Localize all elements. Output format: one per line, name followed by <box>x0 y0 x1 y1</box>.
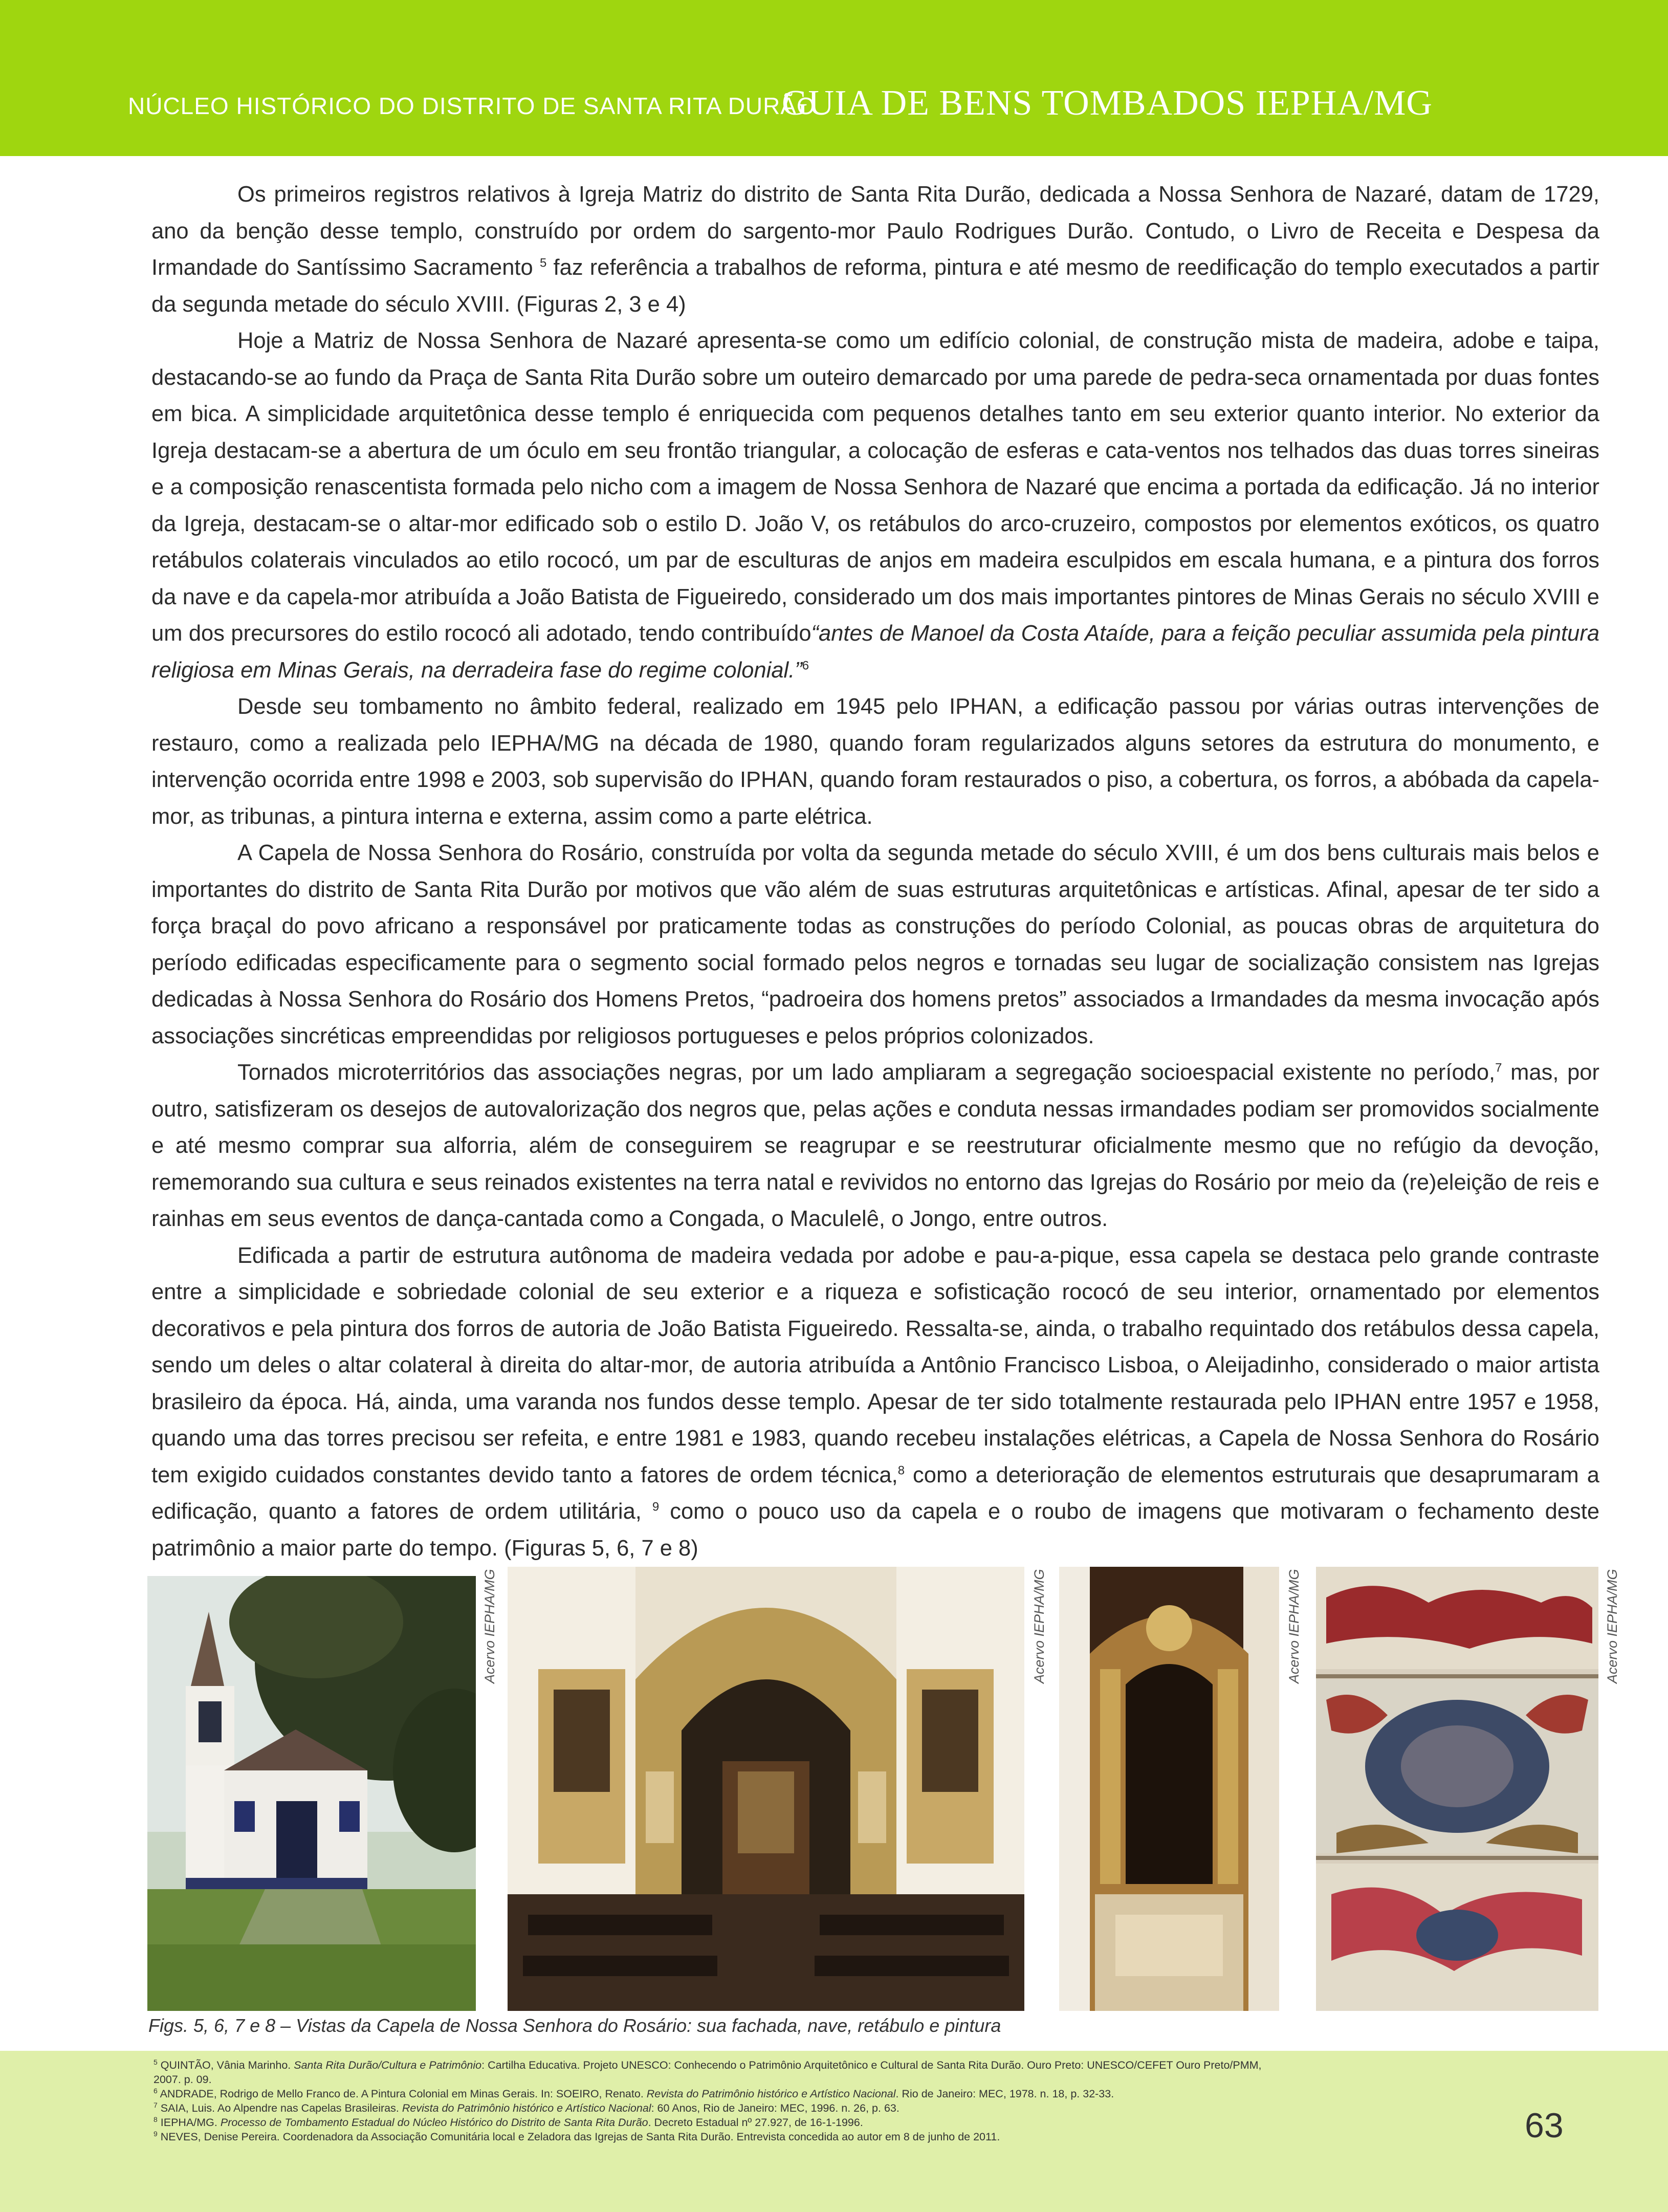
footnote-ref-5: 5 <box>539 256 547 270</box>
paragraph-3: Desde seu tombamento no âmbito federal, realizado em 1945 pelo IPHAN, a edificação passou por várias outras intervenções de restauro, como a realizada pelo IEPHA/MG na década de 1980, quando foram regularizados alguns setores da estrutura do monumento, e intervenção ocorrida entre 1998 e 2003, sob supervisão do IPHAN, quando foram restaurados o piso, a cobertura, os forros, a abóbada da capela-mor, as tribunas, a pintura interna e externa, assim como a parte elétrica. <box>151 694 1599 829</box>
figure-chapel-nave <box>508 1567 1024 2011</box>
paragraph-5-text-a: Tornados microterritórios das associações negras, por um lado ampliaram a segregação socioespacial existente no período, <box>237 1060 1496 1085</box>
paragraph-1 <box>151 177 1599 323</box>
footnote-6-title: Revista do Patrimônio histórico e Artístico Nacional <box>646 2088 896 2100</box>
paragraph-2-quote: “antes de Manoel da Costa Ataíde, para a feição peculiar assumida pela pintura religiosa em Minas Gerais, na derradeira fase do regime colonial.” <box>151 621 1600 683</box>
footnote-5-text-a: QUINTÃO, Vânia Marinho. <box>157 2059 294 2071</box>
footnote-5-text-b: : Cartilha Educativa. Projeto UNESCO: Conhecendo o Patrimônio Arquitetônico e Cultural de Santa Rita Durão. Ouro Preto: UNESCO/CEFET Ouro Preto/PMM, <box>481 2059 1262 2071</box>
footnote-ref-6: 6 <box>802 659 809 672</box>
footnote-9 <box>153 2130 1494 2144</box>
footnotes <box>153 2058 1494 2144</box>
footnote-7-title: Revista do Patrimônio histórico e Artístico Nacional <box>402 2102 651 2114</box>
footnote-8 <box>153 2115 1494 2130</box>
figure-chapel-ceiling-paintings <box>1316 1567 1598 2011</box>
footnote-7 <box>153 2101 1494 2115</box>
footnote-6-text-a: ANDRADE, Rodrigo de Mello Franco de. A Pintura Colonial em Minas Gerais. In: SOEIRO, Renato. <box>157 2088 647 2100</box>
footnote-ref-8: 8 <box>897 1463 905 1477</box>
page-header <box>0 0 1668 156</box>
paragraph-2-text: Hoje a Matriz de Nossa Senhora de Nazaré apresenta-se como um edifício colonial, de construção mista de madeira, adobe e taipa, destacando-se ao fundo da Praça de Santa Rita Durão sobre um outeiro demarcado por uma parede de pedra-seca ornamentada por duas fontes em bica. A simplicidade arquitetônica desse templo é enriquecida com pequenos detalhes tanto em seu exterior quanto interior. No exterior da Igreja destacam-se a abertura de um óculo em seu frontão triangular, a colocação de esferas e cata-ventos nos telhados das duas torres sineiras e a composição renascentista formada pelo nicho com a imagem de Nossa Senhora de Nazaré que encima a portada da edificação. Já no interior da Igreja, destacam-se o altar-mor edificado sob o estilo D. João V, os retábulos do arco-cruzeiro, compostos por elementos exóticos, os quatro retábulos colaterais vinculados ao etilo rococó, um par de esculturas de anjos em madeira esculpidos em escala humana, e a pintura dos forros da nave e da capela-mor atribuída a João Batista de Figueiredo, considerado um dos mais importantes pintores de Minas Gerais no século XVIII e um dos precursores do estilo rococó ali adotado, tendo contribuído <box>151 328 1599 646</box>
footnote-6 <box>153 2087 1494 2101</box>
paragraph-6-text-c: como o pouco uso da capela e o roubo de imagens que motivaram o fechamento deste patrimônio a maior parte do tempo. (Figuras 5, 6, 7 e 8) <box>151 1499 1600 1561</box>
paragraph-5 <box>151 1055 1599 1238</box>
footnote-5-continued: 2007. p. 09. <box>153 2073 212 2086</box>
paragraph-6 <box>151 1238 1599 1567</box>
figure-chapel-retable <box>1059 1567 1279 2011</box>
header-section-title: NÚCLEO HISTÓRICO DO DISTRITO DE SANTA RITA DURÃO <box>128 93 816 119</box>
footnote-5-title: Santa Rita Durão/Cultura e Patrimônio <box>294 2059 482 2071</box>
paragraph-1-text-a: Os primeiros registros relativos à Igreja Matriz do distrito de Santa Rita Durão, dedicada a Nossa Senhora de Nazaré, datam de 1729, ano da benção desse templo, construído por ordem do sargento-mor Paulo Rodrigues Durão. Contudo, o Livro de Receita e Despesa da Irmandade do Santíssimo Sacramento <box>151 182 1599 280</box>
footnote-ref-9: 9 <box>652 1500 660 1514</box>
footnote-6-number: 6 <box>153 2086 158 2095</box>
footnote-7-text-a: SAIA, Luis. Ao Alpendre nas Capelas Brasileiras. <box>157 2102 402 2114</box>
footnote-7-number: 7 <box>153 2100 158 2109</box>
paragraph-4: A Capela de Nossa Senhora do Rosário, construída por volta da segunda metade do século XVIII, é um dos bens culturais mais belos e importantes do distrito de Santa Rita Durão por motivos que vão além de suas estruturas arquitetônicas e artísticas. Afinal, apesar de ter sido a força braçal do povo africano a responsável por praticamente todas as construções do período Colonial, as poucas obras de arquitetura do período edificadas especificamente para o segmento social formado pelos negros e tornadas seu lugar de socialização consistem nas Igrejas dedicadas à Nossa Senhora do Rosário dos Homens Pretos, “padroeira dos homens pretos” associados a Irmandades da mesma invocação após associações sincréticas empreendidas por religiosos portugueses e pelos próprios colonizados. <box>151 841 1599 1048</box>
photo-credit-4: Acervo IEPHA/MG <box>1605 1569 1620 1683</box>
paragraph-5-text-b: mas, por outro, satisfizeram os desejos de autovalorização dos negros que, pelas ações e conduta nessas irmandades podiam ser promovidos socialmente e até mesmo comprar sua alforria, além de conseguirem se reagrupar e se reestruturar oficialmente mesmo que no refúgio da devoção, rememorando sua cultura e seus reinados existentes na terra natal e revividos no entorno das Igrejas do Rosário por meio da (re)eleição de reis e rainhas em seus eventos de dança-cantada como a Congada, o Maculelê, o Jongo, entre outros. <box>151 1060 1599 1231</box>
footnote-8-text-b: . Decreto Estadual nº 27.927, de 16-1-1996. <box>648 2116 863 2129</box>
footnote-9-number: 9 <box>153 2129 158 2138</box>
figure-chapel-facade <box>147 1576 476 2011</box>
header-guide-title: GUIA DE BENS TOMBADOS IEPHA/MG <box>782 83 1433 123</box>
footnote-8-number: 8 <box>153 2115 158 2123</box>
photo-credit-1: Acervo IEPHA/MG <box>482 1569 497 1683</box>
photo-credit-3: Acervo IEPHA/MG <box>1286 1569 1302 1683</box>
page-number: 63 <box>1525 2106 1564 2145</box>
paragraph-2 <box>151 323 1599 689</box>
paragraph-1-text-b: faz referência a trabalhos de reforma, pintura e até mesmo de reedificação do templo executados a partir da segunda metade do século XVIII. (Figuras 2, 3 e 4) <box>151 255 1599 317</box>
footnote-6-text-b: . Rio de Janeiro: MEC, 1978. n. 18, p. 32-33. <box>895 2088 1114 2100</box>
footnote-8-title: Processo de Tombamento Estadual do Núcleo Histórico do Distrito de Santa Rita Durão <box>220 2116 648 2129</box>
figure-caption: Figs. 5, 6, 7 e 8 – Vistas da Capela de Nossa Senhora do Rosário: sua fachada, nave, retábulo e pintura <box>148 2015 1001 2036</box>
footnote-ref-7: 7 <box>1495 1061 1502 1075</box>
photo-credit-2: Acervo IEPHA/MG <box>1031 1569 1047 1683</box>
footnote-5 <box>153 2058 1494 2072</box>
paragraph-6-text-b: como a deterioração de elementos estruturais que desaprumaram a edificação, quanto a fatores de ordem utilitária, <box>151 1462 1599 1524</box>
footnote-7-text-b: : 60 Anos, Rio de Janeiro: MEC, 1996. n. 26, p. 63. <box>651 2102 899 2114</box>
paragraph-6-text-a: Edificada a partir de estrutura autônoma de madeira vedada por adobe e pau-a-pique, essa capela se destaca pelo grande contraste entre a simplicidade e sobriedade colonial de seu exterior e a riqueza e sofisticação rococó de seu interior, ornamentado por elementos decorativos e pela pintura dos forros de autoria de João Batista Figueiredo. Ressalta-se, ainda, o trabalho requintado dos retábulos dessa capela, sendo um deles o altar colateral à direita do altar-mor, de autoria atribuída a Antônio Francisco Lisboa, o Aleijadinho, considerado o maior artista brasileiro da época. Há, ainda, uma varanda nos fundos desse templo. Apesar de ter sido totalmente restaurada pelo IPHAN entre 1957 e 1958, quando uma das torres precisou ser refeita, e entre 1981 e 1983, quando recebeu instalações elétricas, a Capela de Nossa Senhora do Rosário tem exigido cuidados constantes devido tanto a fatores de ordem técnica, <box>151 1243 1599 1487</box>
footnote-9-text: NEVES, Denise Pereira. Coordenadora da Associação Comunitária local e Zeladora das Igrejas de Santa Rita Durão. Entrevista concedida ao autor em 8 de junho de 2011. <box>157 2131 1000 2143</box>
article-body <box>151 177 1599 1567</box>
footnote-5-number: 5 <box>153 2057 158 2066</box>
footnote-8-text-a: IEPHA/MG. <box>157 2116 221 2129</box>
